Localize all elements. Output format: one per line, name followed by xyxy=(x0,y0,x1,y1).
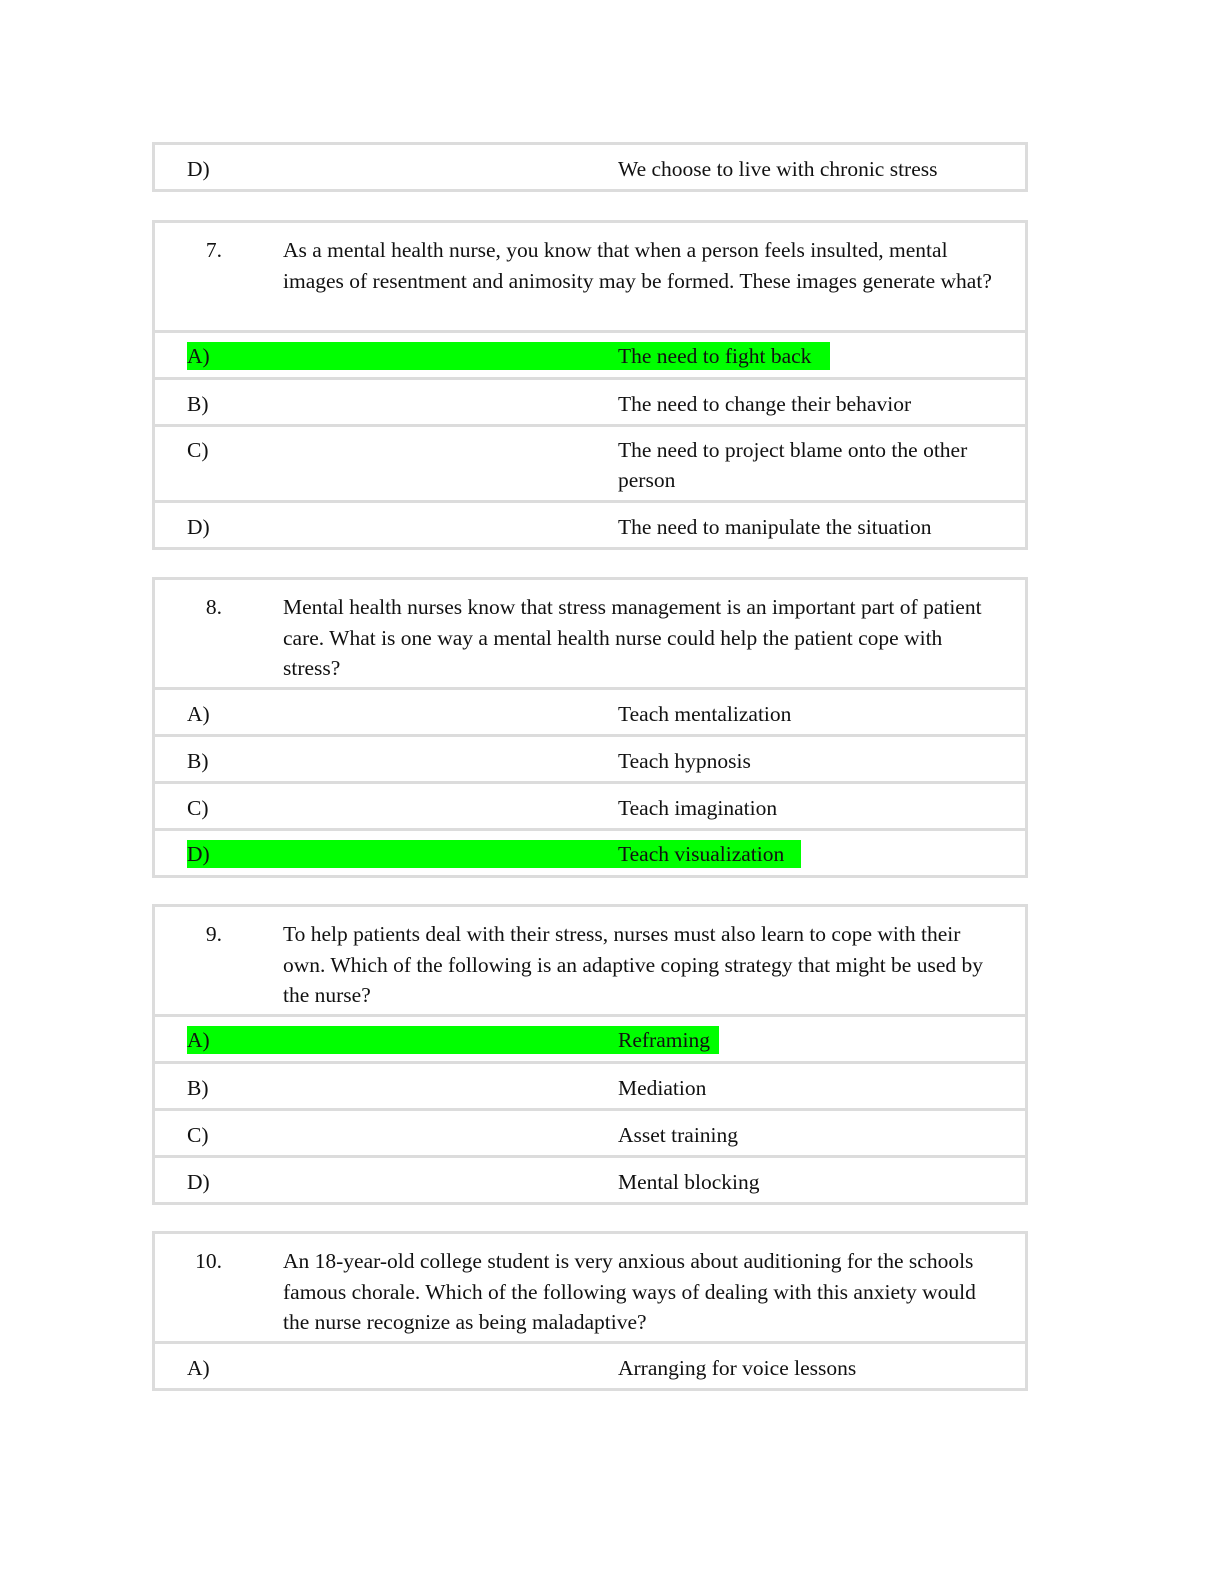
option-letter: C) xyxy=(187,438,209,462)
option-row-correct xyxy=(155,330,1025,377)
option-row xyxy=(155,1155,1025,1202)
option-letter: D) xyxy=(187,842,210,866)
question-7 xyxy=(152,220,1028,550)
question-text: Mental health nurses know that stress management is an important part of patient care. What is one way a mental health nurse could help the patient cope with stress? xyxy=(283,595,982,680)
option-text: Asset training xyxy=(618,1123,739,1147)
option-row-correct xyxy=(155,828,1025,875)
option-row xyxy=(155,145,1025,189)
question-number: 9. xyxy=(205,922,222,946)
question-9 xyxy=(152,904,1028,1205)
option-letter: A) xyxy=(187,1028,210,1052)
option-row xyxy=(155,781,1025,828)
option-letter: B) xyxy=(187,749,209,773)
question-stem xyxy=(155,580,1025,687)
option-row-correct xyxy=(155,1014,1025,1061)
option-letter: C) xyxy=(187,796,209,820)
question-stem xyxy=(155,907,1025,1014)
question-number: 8. xyxy=(205,595,222,619)
question-text: An 18-year-old college student is very anxious about auditioning for the schools famous chorale. Which of the following ways of dealing with this anxiety would the nurse recognize as being maladaptive? xyxy=(283,1249,976,1334)
option-letter: A) xyxy=(187,344,210,368)
option-row xyxy=(155,1061,1025,1108)
option-letter: D) xyxy=(187,1170,210,1194)
option-text: The need to project blame onto the other person xyxy=(618,438,968,492)
question-6-continued xyxy=(152,142,1028,192)
question-number: 7. xyxy=(205,238,222,262)
option-text: Teach hypnosis xyxy=(618,749,751,773)
option-letter: D) xyxy=(187,515,210,539)
option-text: Mental blocking xyxy=(618,1170,760,1194)
option-text: Teach imagination xyxy=(618,796,778,820)
option-text: Arranging for voice lessons xyxy=(618,1356,857,1380)
question-number: 10. xyxy=(195,1249,222,1273)
option-text: The need to change their behavior xyxy=(618,392,912,416)
option-row xyxy=(155,424,1025,500)
question-8 xyxy=(152,577,1028,878)
option-letter: B) xyxy=(187,392,209,416)
option-text: Teach mentalization xyxy=(618,702,792,726)
option-text: Mediation xyxy=(618,1076,707,1100)
option-letter: D) xyxy=(187,157,210,181)
option-row xyxy=(155,1341,1025,1388)
option-row xyxy=(155,687,1025,734)
question-10 xyxy=(152,1231,1028,1391)
option-letter: A) xyxy=(187,702,210,726)
option-letter: B) xyxy=(187,1076,209,1100)
option-text: We choose to live with chronic stress xyxy=(618,157,938,181)
option-text: Reframing xyxy=(618,1028,710,1052)
question-stem xyxy=(155,1234,1025,1341)
option-text: Teach visualization xyxy=(618,842,785,866)
question-text: To help patients deal with their stress, nurses must also learn to cope with their own. Which of the following is an adaptive coping strategy that might be used by the nurse? xyxy=(283,922,983,1007)
question-text: As a mental health nurse, you know that when a person feels insulted, mental images of resentment and animosity may be formed. These images generate what? xyxy=(283,238,992,293)
option-row xyxy=(155,734,1025,781)
option-text: The need to manipulate the situation xyxy=(618,515,932,539)
option-letter: C) xyxy=(187,1123,209,1147)
question-stem xyxy=(155,223,1025,330)
option-text: The need to fight back xyxy=(618,344,812,368)
option-letter: A) xyxy=(187,1356,210,1380)
option-row xyxy=(155,377,1025,424)
option-row xyxy=(155,1108,1025,1155)
option-row xyxy=(155,500,1025,547)
